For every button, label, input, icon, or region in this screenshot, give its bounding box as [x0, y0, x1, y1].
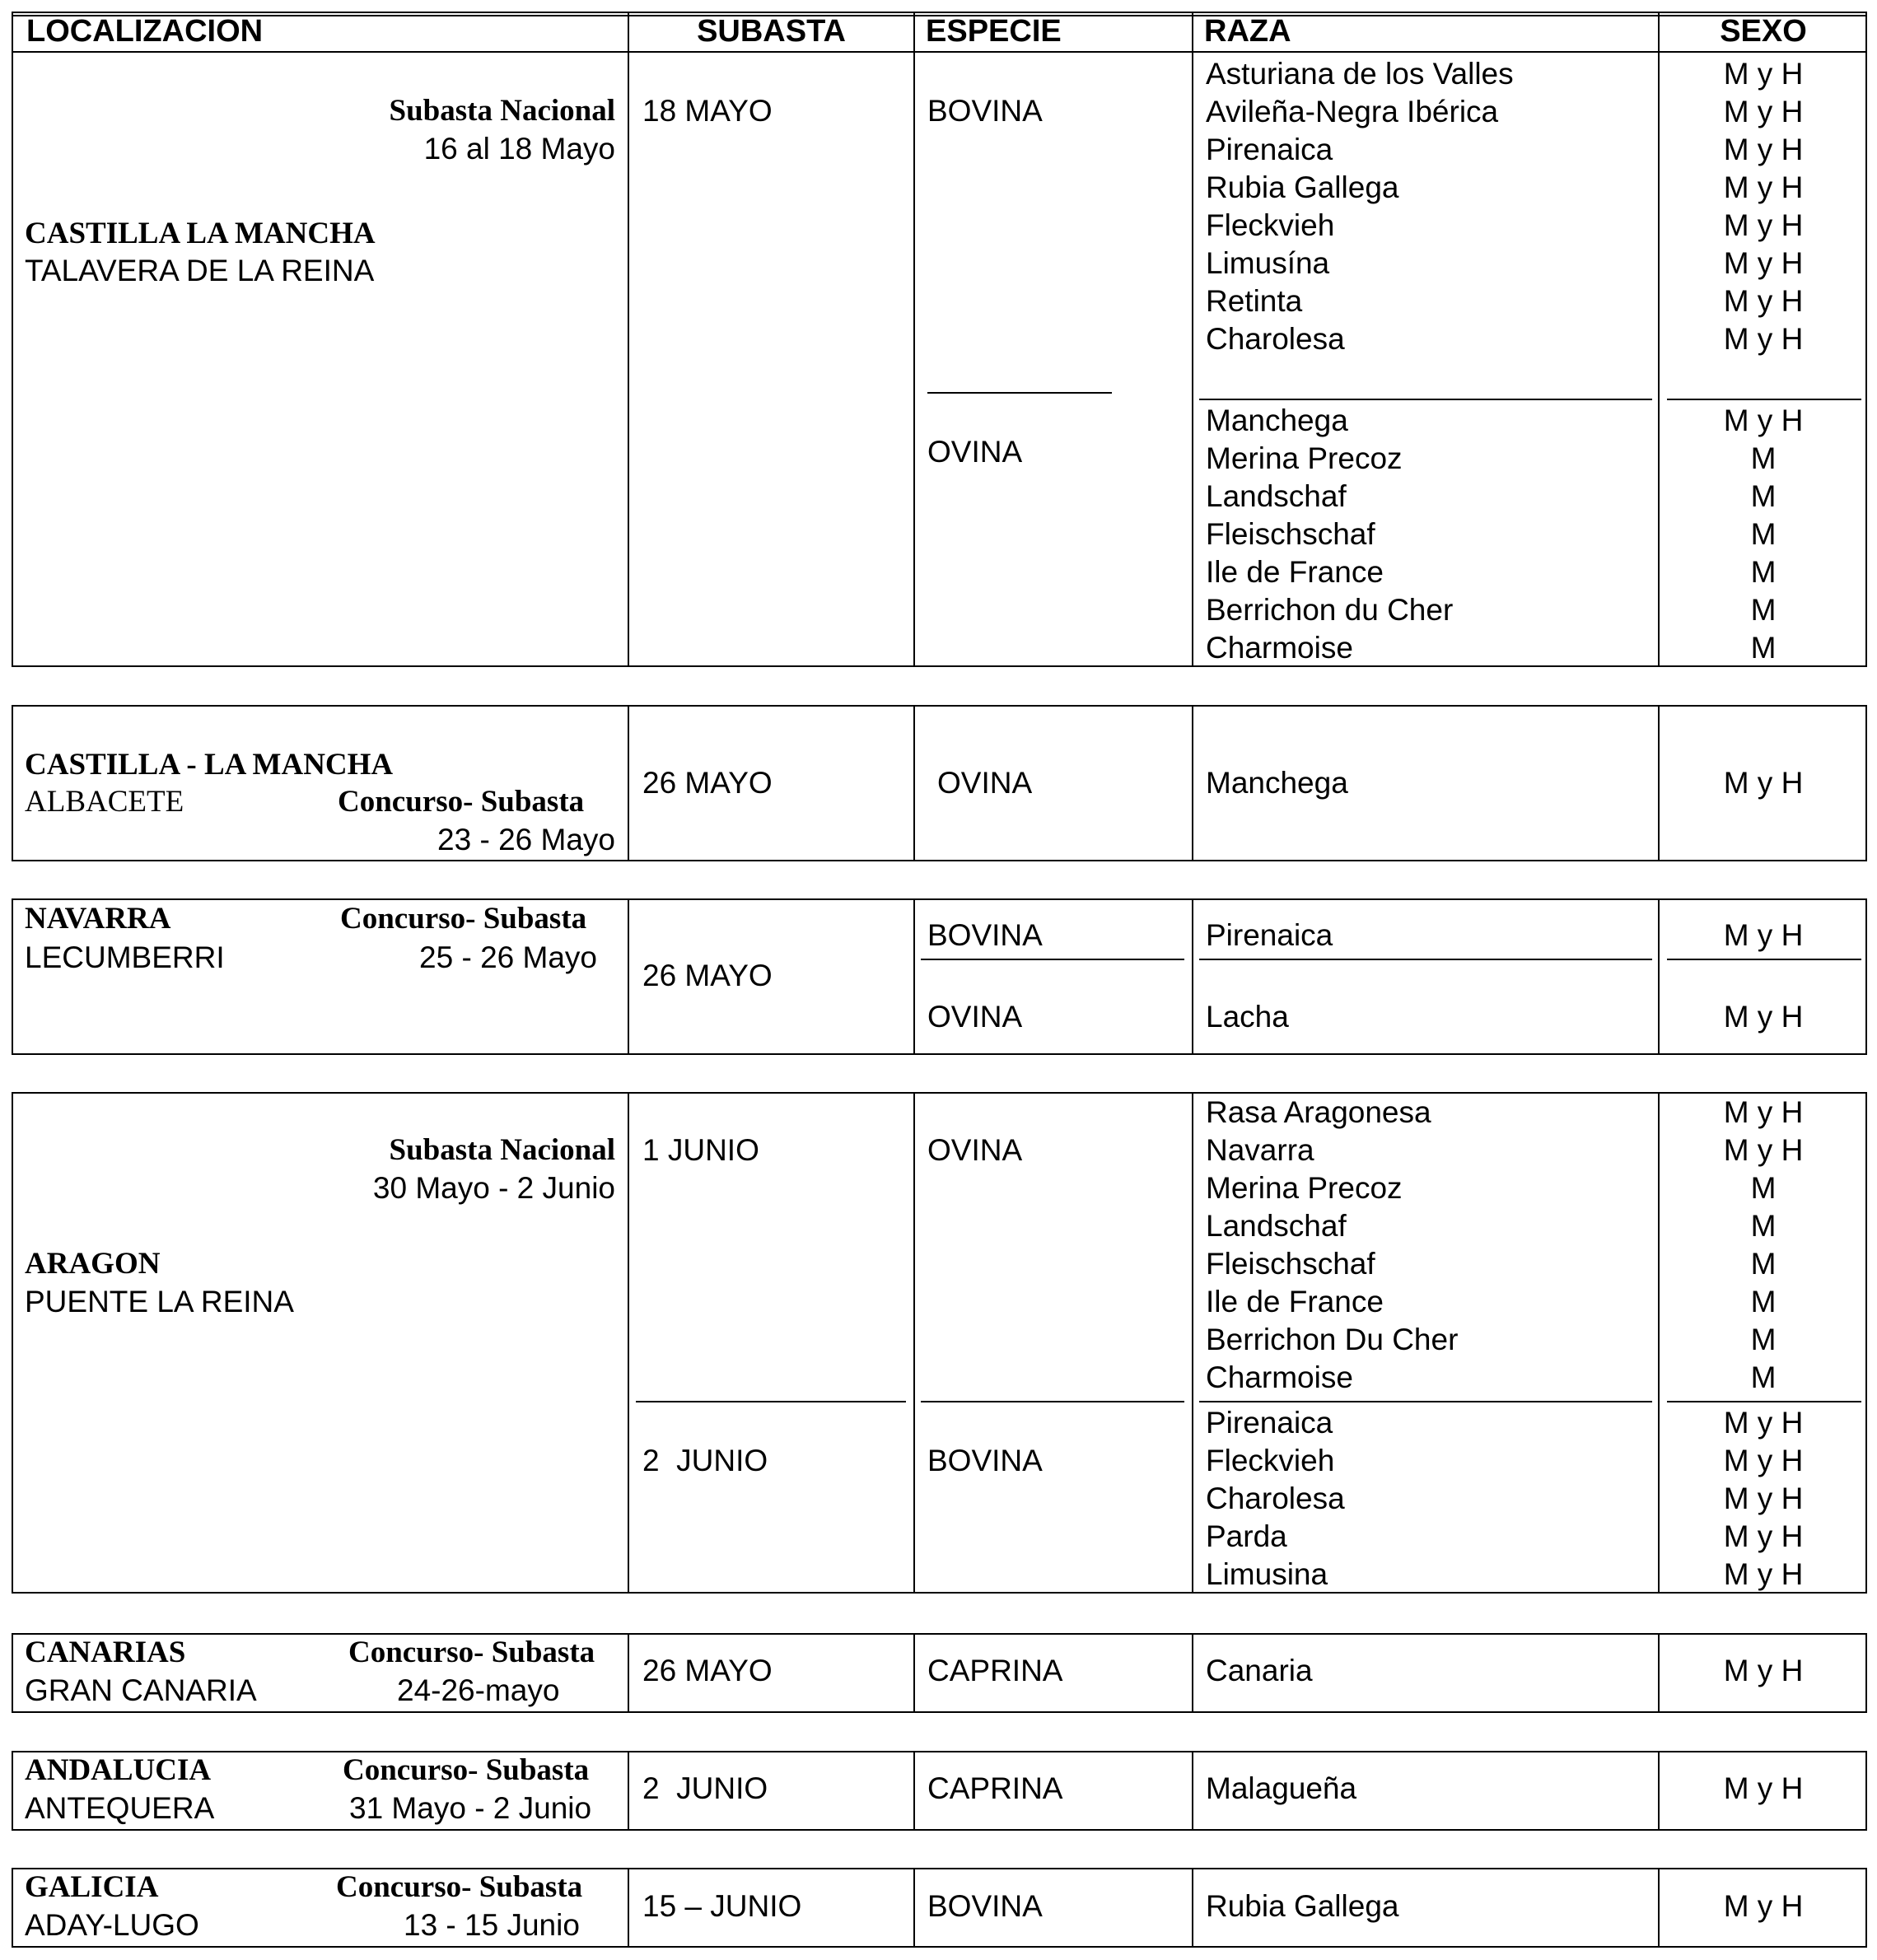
navarra-ciudad: LECUMBERRI: [25, 940, 225, 974]
galicia-tipo: Concurso- Subasta: [336, 1870, 583, 1904]
talavera-sexos-ovina: [1660, 402, 1867, 667]
aragon-especie-bovina: BOVINA: [927, 1444, 1043, 1477]
andalucia-subasta: 2 JUNIO: [642, 1771, 768, 1805]
sexo-item: M y H: [1723, 133, 1804, 166]
talavera-razas-ovina: [1206, 402, 1453, 667]
albacete-ciudad: ALBACETE: [25, 785, 184, 819]
talavera-region: CASTILLA LA MANCHA: [25, 217, 376, 250]
col-divider: [628, 898, 629, 1055]
especie-separator: [921, 1401, 1184, 1402]
sexo-item: M y H: [1723, 246, 1804, 280]
albacete-tipo: Concurso- Subasta: [338, 785, 585, 819]
raza-item: Landschaf: [1206, 1209, 1347, 1243]
sexo-item: M: [1750, 1209, 1777, 1243]
raza-item: Charolesa: [1206, 1482, 1345, 1515]
talavera-tipo: Subasta Nacional: [389, 94, 615, 128]
talavera-fechas: 16 al 18 Mayo: [423, 132, 615, 166]
col-divider: [1192, 1868, 1193, 1948]
andalucia-fechas: 31 Mayo - 2 Junio: [349, 1791, 592, 1825]
sexo-item: M: [1750, 1247, 1777, 1281]
subasta-separator: [636, 1401, 906, 1402]
header-row-bottom-line: [12, 51, 1867, 53]
sexo-item: M y H: [1723, 208, 1804, 242]
aragon-subasta-1: 1 JUNIO: [642, 1133, 759, 1167]
col-divider: [913, 1633, 915, 1713]
talavera-ciudad: TALAVERA DE LA REINA: [25, 254, 375, 287]
galicia-subasta: 15 – JUNIO: [642, 1889, 802, 1923]
especie-separator: [927, 392, 1112, 394]
especie-separator: [921, 959, 1184, 960]
talavera-especie-bovina: BOVINA: [927, 94, 1043, 128]
raza-item: Fleckvieh: [1206, 1444, 1335, 1477]
andalucia-tipo: Concurso- Subasta: [343, 1753, 590, 1787]
header-raza: RAZA: [1204, 14, 1291, 49]
sexo-separator: [1667, 959, 1861, 960]
col-divider: [1192, 1751, 1193, 1831]
raza-item: Navarra: [1206, 1133, 1314, 1167]
raza-item: Charolesa: [1206, 322, 1345, 356]
talavera-sexos-bovina: [1660, 55, 1867, 358]
raza-item: Limusina: [1206, 1557, 1328, 1591]
raza-item: Charmoise: [1206, 631, 1353, 665]
canarias-fechas: 24-26-mayo: [397, 1673, 560, 1707]
raza-item: Rubia Gallega: [1206, 170, 1399, 204]
talavera-razas-bovina: [1206, 55, 1514, 358]
col-divider: [628, 1868, 629, 1948]
col-divider: [1192, 898, 1193, 1055]
sexo-item: M y H: [1723, 1133, 1804, 1167]
col-divider: [913, 898, 915, 1055]
raza-item: Retinta: [1206, 284, 1303, 318]
raza-item: Landschaf: [1206, 479, 1347, 513]
galicia-raza: Rubia Gallega: [1206, 1889, 1399, 1923]
header-sexo: SEXO: [1720, 14, 1807, 49]
col-divider: [913, 1092, 915, 1594]
sexo-item: M: [1750, 441, 1777, 475]
galicia-sexo: M y H: [1723, 1889, 1804, 1923]
sexo-item: M y H: [1723, 404, 1804, 437]
raza-separator: [1199, 1401, 1652, 1402]
sexo-item: M y H: [1723, 284, 1804, 318]
galicia-region: GALICIA: [25, 1870, 159, 1904]
navarra-especie-ovina: OVINA: [927, 1000, 1023, 1034]
raza-item: Berrichon Du Cher: [1206, 1323, 1459, 1356]
raza-item: Pirenaica: [1206, 1406, 1333, 1440]
canarias-especie: CAPRINA: [927, 1654, 1063, 1687]
col-divider: [913, 1868, 915, 1948]
galicia-fechas: 13 - 15 Junio: [404, 1908, 580, 1942]
col-divider: [628, 705, 629, 861]
andalucia-sexo: M y H: [1723, 1771, 1804, 1805]
raza-item: Limusína: [1206, 246, 1330, 280]
col-divider: [913, 12, 915, 667]
albacete-especie: OVINA: [937, 766, 1033, 800]
albacete-raza: Manchega: [1206, 766, 1348, 800]
sexo-item: M: [1750, 1171, 1777, 1205]
raza-item: Pirenaica: [1206, 133, 1333, 166]
aragon-razas-bovina: [1206, 1404, 1345, 1594]
sexo-separator: [1667, 399, 1861, 400]
col-divider: [628, 1092, 629, 1594]
raza-item: Rasa Aragonesa: [1206, 1095, 1431, 1129]
sexo-separator: [1667, 1401, 1861, 1402]
raza-separator: [1199, 959, 1652, 960]
raza-item: Ile de France: [1206, 1285, 1384, 1318]
sexo-item: M: [1750, 517, 1777, 551]
sexo-item: M: [1750, 593, 1777, 627]
raza-item: Fleckvieh: [1206, 208, 1335, 242]
col-divider: [1192, 1092, 1193, 1594]
raza-item: Asturiana de los Valles: [1206, 57, 1514, 91]
col-divider: [628, 12, 629, 667]
albacete-region: CASTILLA - LA MANCHA: [25, 748, 394, 782]
aragon-sexos-bovina: [1660, 1404, 1867, 1594]
navarra-raza-2: Lacha: [1206, 1000, 1289, 1034]
canarias-raza: Canaria: [1206, 1654, 1313, 1687]
andalucia-raza: Malagueña: [1206, 1771, 1357, 1805]
navarra-sexo-2: M y H: [1723, 1000, 1804, 1034]
sexo-item: M y H: [1723, 95, 1804, 128]
col-divider: [913, 1751, 915, 1831]
andalucia-especie: CAPRINA: [927, 1771, 1063, 1805]
sexo-item: M y H: [1723, 1482, 1804, 1515]
sexo-item: M: [1750, 1285, 1777, 1318]
raza-item: Fleischschaf: [1206, 1247, 1375, 1281]
col-divider: [1192, 1633, 1193, 1713]
aragon-ciudad: PUENTE LA REINA: [25, 1285, 294, 1318]
header-especie: ESPECIE: [926, 14, 1062, 49]
sexo-item: M y H: [1723, 1444, 1804, 1477]
aragon-especie-ovina: OVINA: [927, 1133, 1023, 1167]
canarias-ciudad: GRAN CANARIA: [25, 1673, 257, 1707]
talavera-especie-ovina: OVINA: [927, 435, 1023, 469]
raza-item: Charmoise: [1206, 1360, 1353, 1394]
aragon-tipo: Subasta Nacional: [389, 1133, 615, 1167]
navarra-subasta: 26 MAYO: [642, 959, 773, 992]
galicia-especie: BOVINA: [927, 1889, 1043, 1923]
canarias-sexo: M y H: [1723, 1654, 1804, 1687]
canarias-tipo: Concurso- Subasta: [348, 1636, 595, 1669]
aragon-subasta-2: 2 JUNIO: [642, 1444, 768, 1477]
raza-item: Ile de France: [1206, 555, 1384, 589]
raza-item: Berrichon du Cher: [1206, 593, 1454, 627]
albacete-subasta: 26 MAYO: [642, 766, 773, 800]
header-localizacion: LOCALIZACION: [26, 14, 264, 49]
sexo-item: M y H: [1723, 1557, 1804, 1591]
navarra-fechas: 25 - 26 Mayo: [419, 940, 597, 974]
albacete-fechas: 23 - 26 Mayo: [437, 823, 615, 856]
navarra-tipo: Concurso- Subasta: [340, 902, 587, 936]
col-divider: [1192, 705, 1193, 861]
navarra-especie-bovina: BOVINA: [927, 918, 1043, 952]
andalucia-region: ANDALUCIA: [25, 1753, 212, 1787]
col-divider: [913, 705, 915, 861]
canarias-region: CANARIAS: [25, 1636, 186, 1669]
talavera-subasta: 18 MAYO: [642, 94, 773, 128]
aragon-sexos-ovina: [1660, 1094, 1867, 1397]
sexo-item: M: [1750, 631, 1777, 665]
aragon-region: ARAGON: [25, 1247, 161, 1281]
andalucia-ciudad: ANTEQUERA: [25, 1791, 215, 1825]
navarra-raza-1: Pirenaica: [1206, 918, 1333, 952]
sexo-item: M: [1750, 1323, 1777, 1356]
raza-item: Merina Precoz: [1206, 441, 1403, 475]
navarra-region: NAVARRA: [25, 902, 171, 936]
raza-item: Avileña-Negra Ibérica: [1206, 95, 1499, 128]
sexo-item: M y H: [1723, 170, 1804, 204]
raza-item: Fleischschaf: [1206, 517, 1375, 551]
raza-separator: [1199, 399, 1652, 400]
header-subasta: SUBASTA: [697, 14, 846, 49]
raza-item: Parda: [1206, 1519, 1287, 1553]
sexo-item: M y H: [1723, 57, 1804, 91]
sexo-item: M: [1750, 479, 1777, 513]
sexo-item: M: [1750, 555, 1777, 589]
navarra-sexo-1: M y H: [1723, 918, 1804, 952]
albacete-sexo: M y H: [1723, 766, 1804, 800]
canarias-subasta: 26 MAYO: [642, 1654, 773, 1687]
sexo-item: M y H: [1723, 1095, 1804, 1129]
col-divider: [628, 1751, 629, 1831]
sexo-item: M y H: [1723, 1406, 1804, 1440]
galicia-ciudad: ADAY-LUGO: [25, 1908, 199, 1942]
sexo-item: M y H: [1723, 322, 1804, 356]
sexo-item: M: [1750, 1360, 1777, 1394]
aragon-razas-ovina: [1206, 1094, 1458, 1397]
aragon-fechas: 30 Mayo - 2 Junio: [372, 1171, 615, 1205]
raza-item: Manchega: [1206, 404, 1348, 437]
col-divider: [628, 1633, 629, 1713]
raza-item: Merina Precoz: [1206, 1171, 1403, 1205]
sexo-item: M y H: [1723, 1519, 1804, 1553]
col-divider: [1192, 12, 1193, 667]
